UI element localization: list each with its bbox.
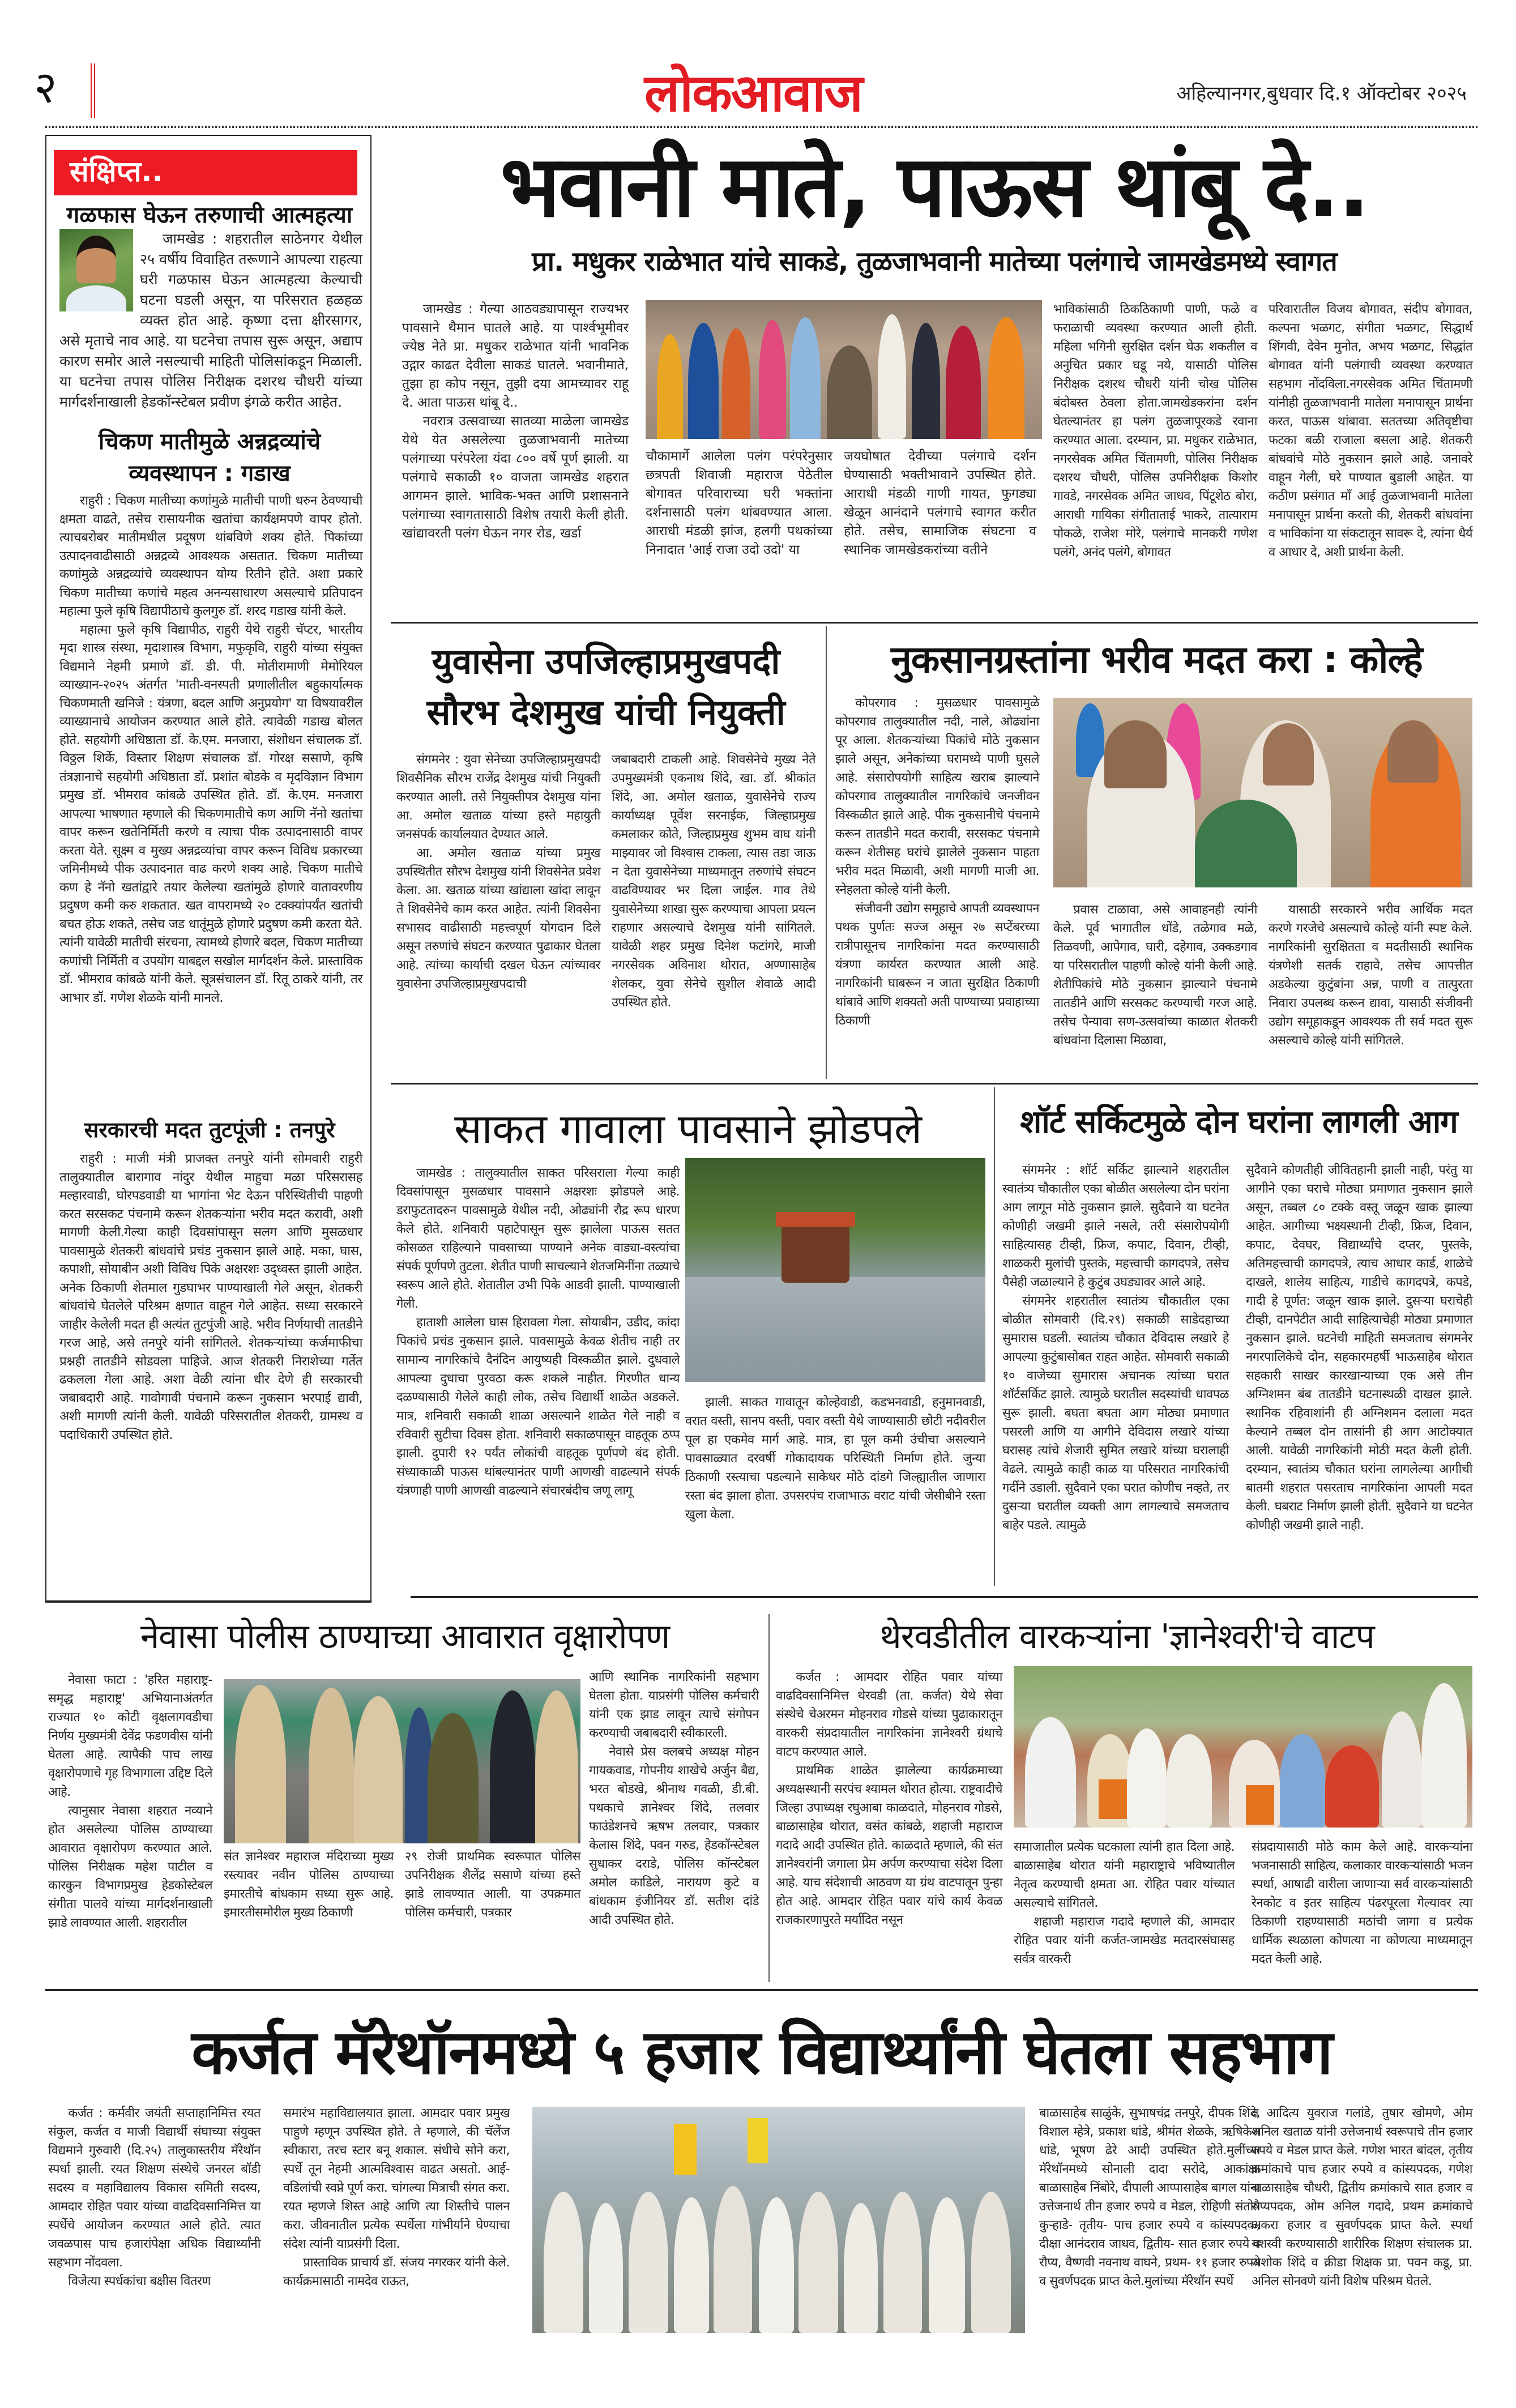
paragraph: कोपरगाव : मुसळधार पावसामुळे कोपरगाव तालुक्यातील नदी, नाले, ओढ्यांना पूर आला. शेतकऱ्यांच्या पिकांचे मोठे नुकसान झाले असून, अनेकांच्या घरामध्ये पाणी घुसले आहे. संसारोपयोगी साहित्य खराब झाल्याने कोपरगाव तालुक्यातील नागरिकांचे जनजीवन विस्कळीत झाले आहे. पीक नुकसानीचे पंचनामे करून तातडीने मदत करावी, सरसकट पंचनामे करून शेतीसह घरांचे झालेले नुकसान पाहता भरीव मदत मिळावी, अशी मागणी माजी आ. स्नेहलता कोल्हे यांनी केली. [835,696,1039,897]
sidebar-story-2-title: चिकण मातीमुळे अन्नद्रव्यांचे व्यवस्थापन : गडाख [98,429,321,486]
page-number-rule [91,63,95,118]
nevasa-headline: नेवासा पोलीस ठाण्याच्या आवारात वृक्षारोपण [140,1617,670,1656]
paragraph: संजीवनी उद्योग समूहाचे आपती व्यवस्थापन पथक पुर्णतः सज्ज असून २७ सप्टेंबरच्या रात्रीपासूनच नागरिकांना मदत करण्यासाठी यंत्रणा कार्यरत करण्यात आली आहे. नागरिकांनी घाबरून न जाता सुरक्षित ठिकाणी थांबावे आणि शक्यतो अती पाण्याच्या प्रवाहाच्या ठिकाणी [835,902,1039,1028]
nevasa-col-2 [224,1847,394,1922]
marathon-col-3 [1039,2104,1260,2291]
masthead-dotted-rule [45,126,1478,128]
paragraph: प्रवास टाळावा, असे आवाहनही त्यांनी केले. पूर्व भागातील धोंडे, तळेगाव मळे, तिळवणी, आपेगाव, घारी, दहेगाव, उक्कडगाव या परिसरातील पाहणी कोल्हे यांनी केली आहे. शेतीपिकांचे मोठे नुकसान झाल्याने पंचनामे तातडीने आणि सरसकट करण्याची गरज आहे. तसेच पेन्यावा सण-उत्सवांच्या काळात शेतकरी बांधवांना दिलासा मिळावा, [1053,903,1257,1048]
paragraph: त्यानुसार नेवासा शहरात नव्याने होत असलेल्या पोलिस ठाण्याच्या आवारात वृक्षारोपण करण्यात आले. पोलिस निरीक्षक महेश पाटील व कारकुन विभागप्रमुख हेडकोस्टेबल संगीता पालवे यांच्या मार्गदर्शनाखाली झाडे लावण्यात आली. शहरातील [48,1804,212,1930]
lead-photo [646,300,1042,439]
sidebar-banner [54,150,357,195]
runner [844,2203,878,2333]
photo-figure [1263,723,1314,785]
runner [929,2197,965,2333]
paragraph: कर्जत : कर्मवीर जयंती सप्ताहानिमित्त रयत संकुल, कर्जत व माजी विद्यार्थी संघाच्या संयुक्त विद्यमाने गुरुवारी (दि.२५) तालुकास्तरीय मॅरेथॉन स्पर्धा झाली. रयत शिक्षण संस्थेचे जनरल बॉडी सदस्य व महाविद्यालय विकास समिती सदस्य, आमदार रोहित पवार यांच्या वाढदिवसानिमित्त या स्पर्धेचे आयोजन करण्यात आले होते. त्यात जवळपास पाच हजारांपेक्षा अधिक विद्यार्थ्यांनी सहभाग नोंदवला. [48,2106,261,2270]
sakat-col-2 [685,1393,985,1524]
warkari-photo [1014,1666,1472,1828]
yuvasena-headline-line-1: युवासेना उपजिल्हाप्रमुखपदी [432,641,780,682]
crowd-figure [912,323,940,439]
crowd-figure [946,326,981,439]
paragraph: हाताशी आलेला घास हिरावला गेला. सोयाबीन, उडीद, कांदा पिकांचे प्रचंड नुकसान झाले. पावसामुळे केवळ शेतीच नाही तर सामान्य नागरिकांचे दैनंदिन आयुष्यही विस्कळीत झाले. दुधवाले आपल्या दुधाचा पुरवठा करू शकले नाहीत. गिरणीत धान्य दळण्यासाठी गेलेले काही लोक, तसेच विद्यार्थी शाळेत अडकले. मात्र, शनिवारी सकाळी शाळा असल्याने शाळेत गेले नाही व रविवारी सुटीचा दिवस होता. शनिवारी सकाळपासून वाहतूक ठप्प झाली. दुपारी १२ पर्यंत लोकांची वाहतूक पूर्णपणे बंद होती. संध्याकाळी पाऊस थांबल्यानंतर पाणी आणखी वाढल्याने संपर्क यंत्रणाही पाणी आणखी वाढल्याने संचारबंदीच जणू लागू [396,1316,680,1498]
runner [589,2203,623,2333]
crowd-figure [759,320,786,439]
flag [748,2118,768,2163]
sakat-col-1 [396,1164,680,1500]
paragraph: बाळासाहेब साळुंके, सुभाषचंद्र तनपुरे, दीपक शिंदे, विशाल म्हेत्रे, प्रकाश धांडे, श्रीमंत शेळके, ऋषिकेश धांडे, भूषण ढेरे आदी उपस्थित होते.मुलींच्या मॅरेथॉनमध्ये सोनाली दादा सरोदे, आकांक्षा बाळासाहेब निंबोरे, दीपाली आप्पासाहेब बागल यांना उत्तेजनार्थ तीन हजार रुपये व मेडल, रोहिणी संतोष कुऱ्हाडे- तृतीय- पाच हजार रुपये व कांस्यपदक, दीक्षा आनंदराव जाधव, द्वितीय- सात हजार रुपये व रौप्य, वैष्णवी नवनाथ वाघने, प्रथम- ११ हजार रुपये व सुवर्णपदक प्राप्त केले.मुलांच्या मॅरेथॉन स्पर्धे [1039,2106,1260,2289]
paragraph: नेवासे प्रेस क्लबचे अध्यक्ष मोहन गायकवाड, गोपनीय शाखेचे अर्जुन बैद्य, भरत बोडखे, श्रीनाथ गवळी, डी.बी. पथकाचे ज्ञानेश्वर शिंदे, तलवार फाउंडेशनचे ऋषभ तलवार, पत्रकार केलास शिंदे, पवन गरुड, हेडकॉन्स्टेबल सुधाकर दराडे, पोलिस कॉन्स्टेबल अमोल काडिले, नारायण कुटे व बांधकाम इंजीनियर डॉ. सतीश दांडे आदी उपस्थित होते. [589,1745,759,1927]
warkari-col-2 [1014,1838,1235,1969]
paragraph: झाली. साकत गावातून कोल्हेवाडी, कडभनवाडी, हनुमानवाडी, वरात वस्ती, सानप वस्ती, पवार वस्ती येथे जाण्यासाठी छोटी नदीवरील पूल हा एकमेव मार्ग आहे. मात्र, हा पूल कमी उंचीचा असल्याने पावसाळ्यात दरवर्षी गोकादायक परिस्थिती निर्माण होते. जुन्या ठिकाणी रस्त्याचा पडल्याने साकेधर मोठे दांडगे जिल्ह्यातील जाणारा रस्ता बंद झाला होता. उपसरपंच राजाभाऊ वराट यांची जेसीबीने रस्ता खुला केला. [685,1395,985,1522]
lead-subhead: प्रा. मधुकर राळेभात यांचे साकडे, तुळजाभवानी मातेच्या पलंगाचे जामखेडमध्ये स्वागत [532,246,1337,277]
sidebar-story-2-body [59,492,362,1007]
runner [544,2192,583,2333]
crowd-figure [827,345,872,439]
nuksan-col-2 [1053,900,1257,1050]
paragraph: आ. अमोल खताळ यांच्या प्रमुख उपस्थितीत सौरभ देशमुख यांनी शिवसेनेत प्रवेश केला. आ. खताळ यांच्या खांद्याला खांदा लावून ते शिवसेनेचे काम करत आहेत. त्यांनी शिवसेना सभासद वाढीसाठी महत्त्वपूर्ण योगदान दिले असून तरुणांचे संघटन करण्यात पुढाकार घेतला आहे. त्यांच्या कार्याची दखल घेऊन त्यांच्यावर युवासेना उपजिल्हाप्रमुखपदाची [396,846,600,991]
marathon-col-1 [48,2104,261,2291]
paragraph: संगमनेर शहरातील स्वातंत्र्य चौकातील एका बोळीत सोमवारी (दि.२९) सकाळी साडेदहाच्या सुमारास घडली. स्वातंत्र्य चौकात देविदास लखारे हे आपल्या कुटुंबासोबत राहत आहेत. सोमवारी सकाळी १० वाजेच्या सुमारास अचानक त्यांच्या घरात शॉर्टसर्किट झाले. त्यामुळे घरातील सदस्यांची धावपळ सुरू झाली. बघता बघता आग मोठ्या प्रमाणात पसरली आणि या आगीने देविदास लखारे यांच्या घरासह त्यांचे शेजारी सुमित लखारे यांच्या घरालाही वेढले. त्यामुळे काही काळ या परिसरात नागरिकांची गर्दीने उडाली. सुदैवाने एका घरात कोणीच नव्हते, तर दुसऱ्या घरातील व्यक्ती आग लागल्याचे समजताच बाहेर पडले. त्यामुळे [1002,1294,1229,1532]
section-divider [391,1083,1478,1085]
officer-figure [535,1690,578,1843]
paragraph: महात्मा फुले कृषि विद्यापीठ, राहुरी येथे राहुरी चॅप्टर, भारतीय मृदा शास्त्र संस्था, मृदाशास्त्र विभाग, मफुकृवि, राहुरी यांच्या संयुक्त विद्यमाने नेहमी प्रमाणे डॉ. डी. पी. मोतीरामाणी मेमोरियल व्याख्यान-२०२५ अंतर्गत 'माती-वनस्पती प्रणालीतील बहुकार्यात्मक चिकणमाती खनिजे : यंत्रणा, बदल आणि अनुप्रयोग' या विषयावरील व्याख्यानाचे आयोजन करण्यात आले होते. त्यावेळी गडाख बोलत होते. सहयोगी अधिष्ठाता डॉ. के.एम. मनजारा, संशोधन संचालक डॉ. विठ्ठल शिर्के, विस्तार शिक्षण संचालक डॉ. गोरक्ष ससाणे, कृषि तंत्रज्ञानाचे सहयोगी अधिष्ठाता डॉ. प्रशांत बोडके व मृदविज्ञान विभाग प्रमुख डॉ. भीमराव कांबळे उपस्थित होते. डॉ. के.एम. मनजारा आपल्या भाषणात म्हणाले की चिकणमातीचे कण आणि नॅनो खतांचा वापर करून खतेनिर्मिती करणे व त्याचा पीक उत्पादनासाठी वापर करता येते. सूक्ष्म व मुख्य अन्नद्रव्यांचा वापर करून विविध प्रकारच्या जमिनीमध्ये पीक उत्पादनात वाढ करणे शक्य आहे. चिकण मातीचे कण हे नॅनो खतांद्वारे तयार केलेल्या खतांमुळे होणारे वातावरणीय प्रदुषण कमी करु शकतात. खत वापरामध्ये २० टक्क्यांपर्यंत खतांची बचत होऊ शकते, तसेच जड धातूंमुळे होणारे प्रदुषण कमी करता येते. त्यांनी यावेळी मातीची संरचना, त्यामध्ये होणारे बदल, चिकण मातीच्या कणांची निर्मिती व उपयोग याबद्दल सखोल मार्गदर्शन केले. प्रास्ताविक डॉ. भीमराव कांबळे यांनी केले. सूत्रसंचालन डॉ. रितू ठाकरे यांनी, तर आभार डॉ. गणेश शेळके यांनी मानले. [59,622,362,1005]
paragraph: २९ रोजी प्राथमिक स्वरूपात पोलिस उपनिरीक्षक शैलेंद्र ससाणे यांच्या हस्ते झाडे लावण्यात आली. या उपक्रमात पोलिस कर्मचारी, पत्रकार [405,1850,580,1920]
paragraph: जयघोषात देवीच्या पलंगाचे दर्शन घेण्यासाठी भक्तीभावाने उपस्थित होते. आराधी मंडळी गाणी गायत, फुगड्या खेळून आनंदाने पलंगाचे स्वागत करीत होते. तसेच, सामाजिक संघटना व स्थानिक जामखेडकरांच्या वतीने [844,449,1036,557]
yuvasena-col-1 [396,750,600,993]
runner [674,2197,709,2333]
person-figure [1325,1745,1379,1828]
warkari-col-3 [1252,1838,1472,1969]
person-figure [1025,1717,1076,1828]
tractor-canopy [776,1212,855,1227]
nevasa-photo [224,1679,580,1843]
sakat-photo [685,1158,985,1382]
crowd-figure [988,317,1024,439]
runner [971,2192,1011,2333]
dnyaneshwari-book [1246,1785,1274,1825]
crowd-figure [722,328,750,439]
sakat-headline: साकत गावाला पावसाने झोडपले [454,1105,922,1152]
officer-figure [309,1688,354,1843]
section-divider [391,622,1478,624]
officer-figure [428,1713,479,1843]
runner [798,2192,838,2333]
tractor [782,1220,849,1283]
officer-figure [354,1696,403,1843]
paragraph: संत ज्ञानेश्वर महाराज मंदिराच्या मुख्य रस्त्यावर नवीन पोलिस ठाण्याच्या इमारतीचे बांधकाम सध्या सुरू आहे. इमारतीसमोरील मुख्य ठिकाणी [224,1850,394,1920]
page-number: २ [34,62,57,113]
yuvasena-col-2 [612,750,815,1012]
sidebar-story-1-body [59,229,362,412]
masthead-logo: लोकआवाज [644,63,862,123]
nuksan-headline: नुकसानग्रस्तांना भरीव मदत करा : कोल्हे [891,638,1423,681]
paragraph: संगमनेर : युवा सेनेच्या उपजिल्हाप्रमुखपदी शिवसैनिक सौरभ राजेंद्र देशमुख यांची नियुक्ती करण्यात आली. तसे नियुक्तीपत्र देशमुख यांना आ. अमोल खताळ यांच्या हस्ते महायुती जनसंपर्क कार्यालयात देण्यात आले. [396,753,600,842]
paragraph: जामखेड : गेल्या आठवड्यापासून राज्यभर पावसाने थैमान घातले आहे. या पार्श्वभूमीवर ज्येष्ठ नेते प्रा. मधुकर राळेभात यांनी भावनिक उद्गार काढत देवीला साकडं घातले. भवानीमाते, तुझा हा कोप नसून, तुझी दया आमच्यावर राहू दे. आता पाऊस थांबू दे.. [402,302,629,410]
photo-figure [1104,720,1167,788]
person-figure [1280,1734,1325,1828]
paragraph: राहुरी : चिकण मातीच्या कणांमुळे मातीची पाणी धरुन ठेवण्याची क्षमता वाढते, तसेच रासायनीक खतांचा कार्यक्षमपणे वापर होतो. त्याचबरोबर मातीमधील प्रदूषण थांबविणे शक्य होते. पिकांच्या उत्पादनवाढीसाठी अन्नद्रव्ये आवश्यक असतात. चिकण मातीच्या कणांमुळे अन्नद्रव्यांचे व्यवस्थापन योग्य रितीने होते. अशा प्रकारे चिकण मातीच्या कणांचे महत्व अनन्यसाधारण असल्याचे प्रतिपादन महात्मा फुले कृषि विद्यापीठाचे कुलगुरु डॉ. शरद गडाख यांनी केले. [59,493,362,618]
section-divider [45,1989,1478,1991]
paragraph: जामखेड : शहरातील साठेनगर येथील २५ वर्षीय विवाहित तरूणाने आपल्या राहत्या घरी गळफास घेऊन आत्महत्या केल्याची घटना घडली असून, या परिसरात हळहळ व्यक्त होत आहे. कृष्णा दत्ता क्षीरसागर, असे मृताचे नाव आहे. या घटनेचा तपास सुरू असून, अद्याप कारण समोर आले नसल्याची माहिती पोलिसांकडून मिळाली. या घटनेचा तपास पोलिस निरीक्षक दशरथ चौधरी यांच्या मार्गदर्शनाखाली हेडकॉन्स्टेबल प्रवीण इंगळे करीत आहेत. [59,230,362,410]
sidebar-story-3-body [59,1150,362,1444]
paragraph: विजेत्या स्पर्धकांचा बक्षीस वितरण [68,2274,211,2289]
lead-col-3 [844,447,1036,560]
crowd-figure [790,317,821,439]
marathon-col-2 [283,2104,510,2291]
dnyaneshwari-book [1099,1779,1127,1819]
runner [629,2192,668,2333]
sidebar-story-1-title: गळफास घेऊन तरुणाची आत्महत्या [66,202,353,228]
paragraph: नेवासा फाटा : 'हरित महाराष्ट्र-समृद्ध महाराष्ट्र' अभियानाअंतर्गत राज्यात १० कोटी वृक्षलागवडीचा निर्णय मुख्यमंत्री देवेंद्र फडणवीस यांनी घेतला आहे. त्यापैकी पाच लाख वृक्षारोपणाचे गृह विभागाला उद्दिष्ट दिले आहे. [48,1673,212,1799]
lead-col-5 [1269,300,1472,562]
marathon-headline: कर्जत मॅरेथॉनमध्ये ५ हजार विद्यार्थ्यांनी घेतला सहभाग [191,2017,1332,2088]
paragraph: भाविकांसाठी ठिकठिकाणी पाणी, फळे व फराळाची व्यवस्था करण्यात आली होती. महिला भगिनी सुरक्षित दर्शन घेऊ शकतील व अनुचित प्रकार घडू नये, यासाठी पोलिस निरीक्षक दशरथ चौधरी यांनी चोख पोलिस बंदोबस्त ठेवला होता.जामखेडकरांना दर्शन घेतल्यानंतर हा पलंग तुळजापूरकडे रवाना करण्यात आला. दरम्यान, प्रा. मधुकर राळेभात, नगरसेवक अमित चिंतामणी, पोलिस निरीक्षक दशरथ चौधरी, पोलिस उपनिरीक्षक किशोर गावडे, नगरसेवक अमित जाधव, पिंटूशेठ बोरा, आराधी गायिका संगीताताई भाकरे, तात्याराम पोकळे, राजेश मोरे, पलंगाचे मानकरी गणेश पलंगे, अनंद पलंगे, बोगावत [1053,302,1257,560]
paragraph: त आदित्य युवराज गलांडे, तुषार खोमणे, ओम अनिल खताळ यांनी उत्तेजनार्थ स्वरूपाचे तीन हजार रुपये व मेडल प्राप्त केले. गणेश भारत बांदल, तृतीय क्रमांकाचे पाच हजार रुपये व कांस्यपदक, गणेश बाळासाहेब चौधरी, द्वितीय क्रमांकाचे सात हजार व रौप्यपदक, ओम अनिल गदादे, प्रथम क्रमांकाचे अकरा हजार व सुवर्णपदक प्राप्त केले. स्पर्धा यशस्वी करण्यासाठी शारीरिक शिक्षण संचालक प्रा. अशोक शिंदे व क्रीडा शिक्षक प्रा. पवन कडू, प्रा. अनिल सोनवणे यांनी विशेष परिश्रम घेतले. [1252,2106,1472,2289]
paragraph: कर्जत : आमदार रोहित पवार यांच्या वाढदिवसानिमित्त थेरवडी (ता. कर्जत) येथे सेवा संस्थेचे चेअरमन मोहनराव गोडसे यांच्या पुढाकारातून वारकरी संप्रदायातील नागरिकांना ज्ञानेश्वरी ग्रंथाचे वाटप करण्यात आले. [776,1670,1002,1759]
lead-col-1 [402,300,629,543]
runner [759,2197,794,2333]
officer-figure [235,1685,286,1843]
paragraph: सुदैवाने कोणतीही जीवितहानी झाली नाही, परंतु या आगीने एका घराचे मोठ्या प्रमाणात नुकसान झाले असून, तब्बल ८० टक्के वस्तू जळून खाक झाल्या आहेत. आगीच्या भक्ष्यस्थानी टीव्ही, फ्रिज, दिवान, कपाट, देवघर, विद्यार्थ्यांचे दप्तर, पुस्तके, अतिमहत्त्वाची कागदपत्रे, त्याच आधार कार्ड, शाळेचे दाखले, शालेय साहित्य, गाडीचे कागदपत्रे, कपडे, गादी हे पूर्णत: जळून खाक झाले. दुसऱ्या घराचेही टीव्ही, दानपेटीत आदी साहित्याचेही मोठ्या प्रमाणात नुकसान झाले. घटनेची माहिती समजताच संगमनेर नगरपालिकेचे दोन, सहकारमहर्षी भाऊसाहेब थोरात सहकारी साखर कारखान्याच्या एक असे तीन अग्निशमन बंब तातडीने घटनास्थळी दाखल झाले. स्थानिक रहिवाशांनी ही अग्निशमन दलाला मदत केल्याने तब्बल दोन तासांनी ही आग आटोक्यात आली. यावेळी नागरिकांनी मोठी मदत केली होती. दरम्यान, स्वातंत्र्य चौकात घरांना लागलेल्या आगीची बातमी शहरात पसरताच नागरिकांना आपली मदत केली. घबराट निर्माण झाली होती. सुदैवाने या घटनेत कोणीही जखमी झाले नाही. [1246,1163,1472,1532]
person-figure [1382,1711,1421,1828]
crowd-figure [657,334,683,439]
nuksan-col-1 [835,694,1039,1030]
paragraph: प्रास्ताविक प्राचार्य डॉ. संजय नगरकर यांनी केले. कार्यक्रमासाठी नामदेव राऊत, [283,2256,510,2289]
dateline: अहिल्यानगर,बुधवार दि.१ ऑक्टोबर २०२५ [1176,82,1467,105]
paragraph: नवरात्र उत्सवाच्या सातव्या माळेला जामखेड येथे येत असलेल्या तुळजाभवानी मातेच्या पलंगाच्या परंपरेला यंदा ८०० वर्षे पूर्ण झाली. या पलंगाचे सकाळी १० वाजता जामखेड शहरात आगमन झाले. भाविक-भक्त आणि प्रशासनाने पलंगाच्या स्वागतासाठी विशेष तयारी केली होती. खांद्यावरती पलंग घेऊन नगर रोड, खर्डा [402,414,629,541]
photo-figure [1387,720,1438,783]
person-figure [1127,1728,1167,1828]
person-figure [1167,1734,1212,1828]
paragraph: शहाजी महाराज गदादे म्हणाले की, आमदार रोहित पवार यांनी कर्जत-जामखेड मतदारसंघासह सर्वत्र वारकरी [1014,1915,1235,1966]
nuksan-photo [1053,698,1472,887]
paragraph: जबाबदारी टाकली आहे. शिवसेनेचे मुख्य नेते उपमुख्यमंत्री एकनाथ शिंदे, खा. डॉ. श्रीकांत शिंदे, आ. अमोल खताळ, युवासेनेचे राज्य कार्याध्यक्ष पूर्वेश सरनाईक, जिल्हाप्रमुख कमलाकर कोते, जिल्हाप्रमुख शुभम वाघ यांनी माझ्यावर जो विश्वास टाकला, त्यास तडा जाऊ न देता युवासेनेच्या माध्यमातून तरुणांचे संघटन वाढविण्यावर भर दिला जाईल. गाव तेथे युवासेनेच्या शाखा सुरू करण्याचा आपला प्रयत्न राहणार असल्याचे देशमुख यांनी सांगितले. यावेळी शहर प्रमुख दिनेश फटांगरे, माजी नगरसेवक अविनाश थोरात, अण्णासाहेब शेलकर, युवा सेनेचे सुशील शेवाळे आदी उपस्थित होते. [612,753,815,1010]
paragraph: संगमनेर : शॉर्ट सर्किट झाल्याने शहरातील स्वातंत्र्य चौकातील एका बोळीत असलेल्या दोन घरांना आग लागून मोठे नुकसान झाले. सुदैवाने या घटनेत कोणीही जखमी झाले नसले, तरी संसारोपयोगी साहित्यासह टीव्ही, फ्रिज, कपाट, दिवान, टीव्ही, शाळकरी मुलांची पुस्तके, महत्त्वाची कागदपत्रे, तसेच पैसेही जळाल्याने हे कुटुंब उघड्यावर आले आहे. [1002,1163,1229,1290]
column-divider [768,1614,770,1982]
nevasa-col-1 [48,1671,212,1932]
lead-col-2 [646,447,832,560]
crowd-figure [878,314,906,439]
crowd-figure [688,323,719,439]
short-circuit-headline: शॉर्ट सर्किटमुळे दोन घरांना लागली आग [1020,1104,1458,1141]
person-figure [1421,1683,1467,1828]
paragraph: राहुरी : माजी मंत्री प्राजक्त तनपुरे यांनी सोमवारी राहुरी तालुक्यातील बारागाव नांदुर येथील माहुचा मळा परिसरासह मल्हारवाडी, घोरपडवाडी या भागांना भेट देऊन परिस्थितीची पाहणी करत सरसकट पंचनामे करून शेतकऱ्यांना भरीव मदत करावी, अशी मागणी केली.गेल्या काही दिवसांपासून सलग आणि मुसळधार पावसामुळे शेतकरी बांधवांचे प्रचंड नुकसान झाले आहे. मका, घास, कपाशी, सोयाबीन अशी विविध पिके अक्षरशः उद्ध्वस्त झाली आहेत. अनेक ठिकाणी शेतमाल गुडघाभर पाण्याखाली गेले असून, शेतकरी बांधवांचे घेतलेले परिश्रम क्षणात वाहून गेले आहेत. सध्या सरकारने जाहीर केलेली मदत ही अत्यंत तुटपुंजी आहे. भरीव निर्णयाची तातडीने गरज आहे, असे तनपुरे यांनी सांगितले. शेतकऱ्यांच्या कर्जमाफीचा प्रश्नही तातडीने सोडवला पाहिजे. आज शेतकरी निराशेच्या गर्तेत ढकलला गेला आहे. अशा वेळी त्यांना धीर देणे ही सरकारची जबाबदारी आहे. गावोगावी पंचनामे करून नुकसान भरपाई द्यावी, अशी मागणी त्यांनी केली. यावेळी परिसरातील शेतकरी, ग्रामस्थ व पदाधिकारी उपस्थित होते. [59,1151,362,1442]
officer-figure [490,1690,535,1843]
yuvasena-headline-line-2: सौरभ देशमुख यांची नियुक्ती [426,691,785,733]
nevasa-col-4 [589,1668,759,1929]
floodwater [685,1277,985,1382]
paragraph: समारंभ महाविद्यालयात झाला. आमदार पवार प्रमुख पाहुणे म्हणून उपस्थित होते. ते म्हणाले, की चॅलेंज स्वीकारा, तरच स्टार बनू शकाल. संधीचे सोने करा, स्पर्धे तून नेहमी आत्मविश्वास वाढत असतो. आई-वडिलांची स्वप्ने पूर्ण करा. चांगल्या मित्राची संगत करा. रयत म्हणजे शिस्त आहे आणि त्या शिस्तीचे पालन करा. जीवनातील प्रत्येक स्पर्धेला गांभीर्याने घेण्याचा संदेश त्यांनी याप्रसंगी दिला. [283,2106,510,2251]
marathon-col-4 [1252,2104,1472,2291]
runner [714,2186,752,2333]
paragraph: आणि स्थानिक नागरिकांनी सहभाग घेतला होता. याप्रसंगी पोलिस कर्मचारी यांनी एक झाड लावून त्याचे संगोपन करण्याची जबाबदारी स्वीकारली. [589,1670,759,1740]
flag [674,2124,697,2175]
lead-col-4 [1053,300,1257,562]
short-circuit-col-2 [1246,1161,1472,1535]
paragraph: प्राथमिक शाळेत झालेल्या कार्यक्रमाच्या अध्यक्षस्थानी सरपंच श्यामल थोरात होत्या. राष्ट्रवादीचे जिल्हा उपाध्यक्ष रघुआबा काळदाते, मोहनराव गोडसे, बाळासाहेब थोरात, वसंत कांबळे, शहाजी महाराज गदादे आदी उपस्थित होते. काळदाते म्हणाले, की संत ज्ञानेश्वरांनी जगाला प्रेम अर्पण करण्याचा संदेश दिला आहे. याच संदेशाची आठवण या ग्रंथ वाटपातून पुन्हा होत आहे. आमदार रोहित पवार यांचे कार्य केवळ राजकारणापुरते मर्यादित नसून [776,1764,1002,1927]
warkari-headline: थेरवडीतील वारकऱ्यांना 'ज्ञानेश्वरी'चे वाटप [879,1617,1374,1656]
sidebar-banner-label: संक्षिप्त.. [70,155,163,188]
paragraph: संप्रदायासाठी मोठे काम केले आहे. वारकऱ्यांना भजनासाठी साहित्य, कलाकार वारकऱ्यांसाठी भजन स्पर्धा, आषाढी वारीला जाणाऱ्या सर्व वारकऱ्यांसाठी रेनकोट व इतर साहित्य पंढरपूरला गेल्यावर त्या ठिकाणी राहण्यासाठी मठांची जागा व प्रत्येक धार्मिक स्थळाला कोणत्या ना कोणत्या माध्यमातून मदत केली आहे. [1252,1840,1472,1966]
runner [883,2192,922,2333]
short-circuit-col-1 [1002,1161,1229,1535]
column-divider [826,626,827,1079]
nevasa-col-3 [405,1847,580,1922]
paragraph: जामखेड : तालुक्यातील साकत परिसराला गेल्या काही दिवसांपासून मुसळधार पावसाने अक्षरशः झोडपले आहे. डराफुटतादरुन पावसामुळे येथील नदी, ओढ्यांनी रौद्र रूप धारण केले होते. शनिवारी पहाटेपासून सुरू झालेला पाऊस सतत कोसळत राहिल्याने पावसाच्या पाण्याने अनेक वाड्या-वस्त्यांचा संपर्क पूर्णपणे तुटला. शेतीत पाणी साचल्याने शेतजमिनींना तळ्याचे स्वरूप आले होते. शेतातील उभी पिके आडवी झाली. पाण्याखाली गेली. [396,1166,680,1311]
paragraph: समाजातील प्रत्येक घटकाला त्यांनी हात दिला आहे. बाळासाहेब थोरात यांनी महाराष्ट्राचे भविष्यातील नेतृत्व करण्याची क्षमता आ. रोहित पवार यांच्यात असल्याचे सांगितले. [1014,1840,1235,1910]
column-divider [994,1087,995,1586]
sidebar-story-3-title: सरकारची मदत तुटपूंजी : तनपुरे [84,1117,335,1142]
lead-headline: भवानी माते, पाऊस थांबू दे.. [500,138,1369,236]
warkari-col-1 [776,1668,1002,1929]
paragraph: चौकामार्गे आलेला पलंग परंपरेनुसार छत्रपती शिवाजी महाराज पेठेतील बोगावत परिवाराच्या घरी भक्तांना दर्शनासाठी पलंग थांबवण्यात आला. आराधी मंडळी झांज, हलगी पथकांच्या निनादात 'आई राजा उदो उदो' या [646,449,832,557]
marathon-photo [532,2107,1025,2333]
nuksan-col-3 [1269,900,1472,1050]
section-divider [411,1596,1478,1598]
paragraph: परिवारातील विजय बोगावत, संदीप बोगावत, कल्पना भळगट, संगीता भळगट, सिद्धार्थ शिंगवी, देवेन मुनोत, अभय भळगट, सिद्धांत बोगावत यांनी पलंगाची व्यवस्था करण्यात सहभाग नोंदविला.नगरसेवक अमित चिंतामणी यांनीही तुळजाभवानी मातेला मनापासून प्रार्थना करत, पाऊस थांबावा. सततच्या अतिवृष्टीचा फटका बळी राजाला बसला आहे. शेतकरी बांधवांचे मोठे नुकसान झाले आहे. जनावरे वाहून गेली, घरे पाण्यात बुडाली आहेत. या कठीण प्रसंगात माँ आई तुळजाभवानी मातेला मनापासून प्रार्थना करतो की, शेतकरी बांधवांना व भाविकांना या संकटातून सावरू दे, त्यांना धैर्य व आधार दे, अशी प्रार्थना केली. [1269,302,1472,560]
paragraph: यासाठी सरकारने भरीव आर्थिक मदत करणे गरजेचे असल्याचे कोल्हे यांनी स्पष्ट केले. नागरिकांनी सुरक्षितता व मदतीसाठी स्थानिक यंत्रणेशी सतर्क राहावे, तसेच आपत्तीत अडकेल्या कुटुंबांना अन्न, पाणी व तात्पुरता निवारा उपलब्ध करून द्यावा, यासाठी संजीवनी उद्योग समूहाकडून आवश्यक ती सर्व मदत सुरू असल्याचे कोल्हे यांनी सांगितले. [1269,903,1472,1048]
